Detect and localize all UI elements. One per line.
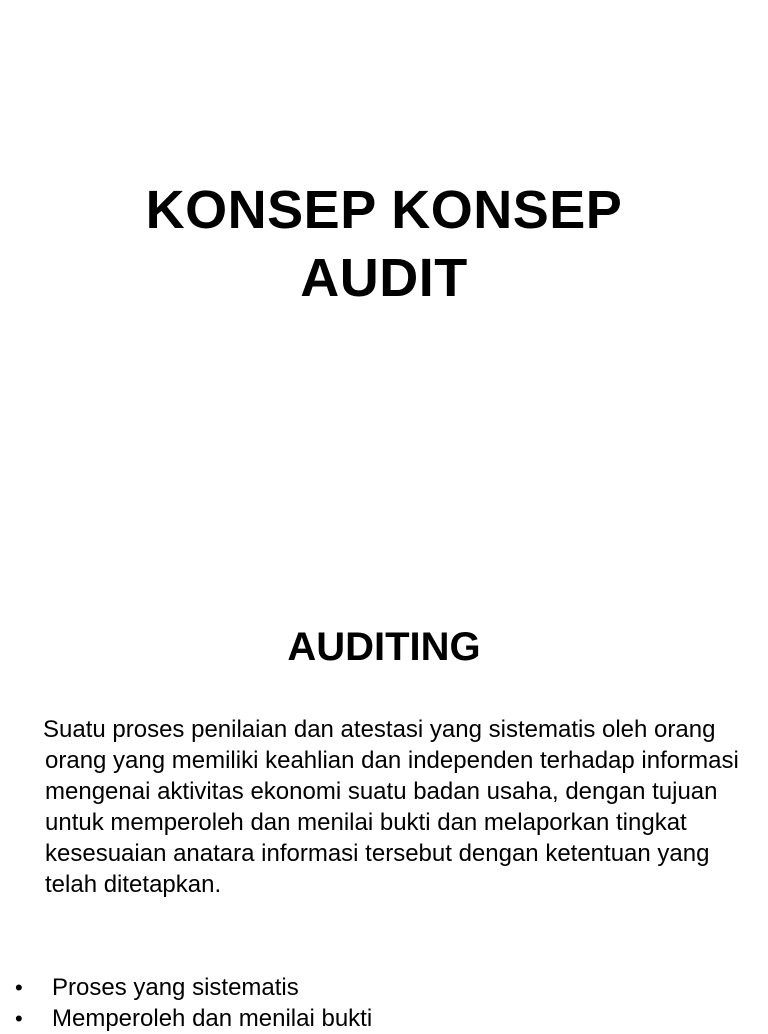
definition-paragraph: Suatu proses penilaian dan atestasi yang sistematis oleh orang orang yang memiliki keahlian dan independen terhadap informasi mengenai aktivitas ekonomi suatu badan usaha, dengan tujuan untuk memperoleh dan menilai bukti dan melaporkan tingkat kesesuaian anatara informasi tersebut dengan ketentuan yang telah ditetapkan.: [43, 716, 739, 898]
bullet-list: [0, 972, 768, 1034]
slide-title-line-1: KONSEP KONSEP: [145, 180, 623, 240]
slide-title-line-2: AUDIT: [300, 248, 468, 308]
section-heading: AUDITING: [287, 625, 481, 669]
slide-title: [0, 176, 768, 312]
bullet-item: [0, 972, 768, 1003]
bullet-item-text: Memperoleh dan menilai bukti: [52, 1005, 373, 1032]
bullet-icon: •: [15, 975, 23, 1000]
bullet-item: [0, 1003, 768, 1034]
bullet-item-text: Proses yang sistematis: [52, 974, 299, 1001]
bullet-icon: •: [15, 1006, 23, 1031]
